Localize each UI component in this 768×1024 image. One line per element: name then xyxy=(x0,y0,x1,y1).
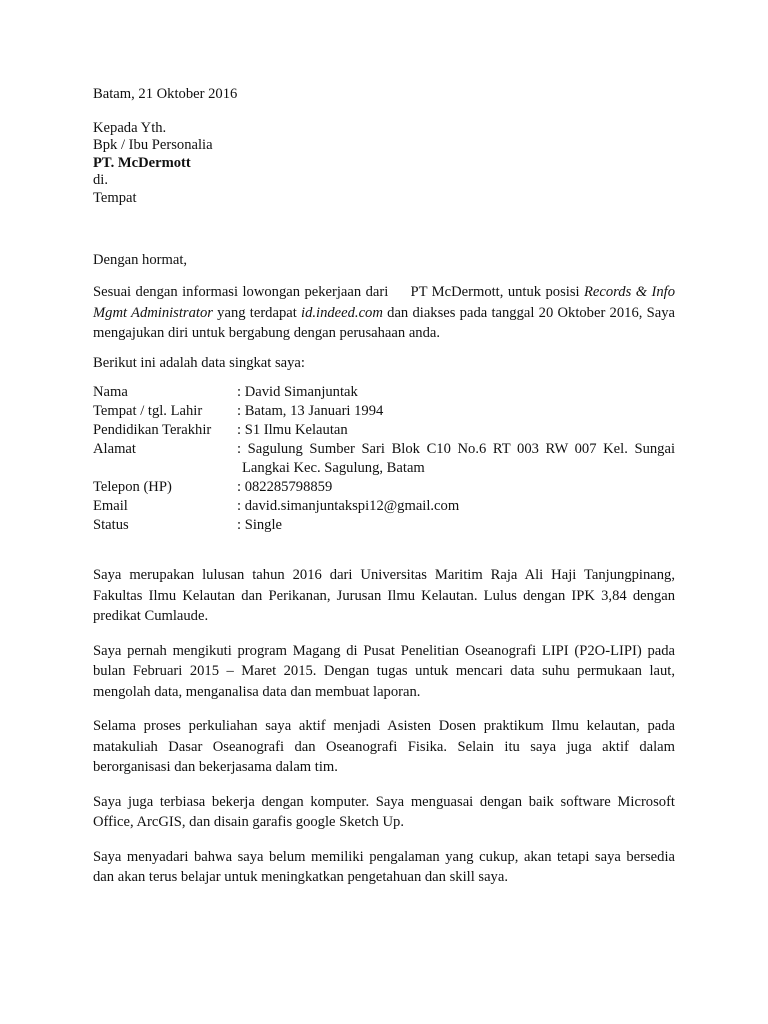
body-paragraph: Saya menyadari bahwa saya belum memiliki pengalaman yang cukup, akan tetapi saya bersedia dan akan terus belajar untuk meningkatkan pengetahuan dan skill saya. xyxy=(93,848,675,886)
body-paragraph: Saya juga terbiasa bekerja dengan komputer. Saya menguasai dengan baik software Microsoft Office, ArcGIS, dan disain garafis google Sketch Up. xyxy=(93,793,675,831)
data-label: Status xyxy=(93,517,129,534)
intro-text-1: Sesuai dengan informasi lowongan pekerjaan dari PT McDermott, untuk posisi xyxy=(93,284,584,301)
data-intro: Berikut ini adalah data singkat saya: xyxy=(93,354,305,371)
personal-data-row xyxy=(93,478,675,497)
data-value: : David Simanjuntak xyxy=(237,384,358,401)
intro-paragraph xyxy=(93,282,679,344)
recipient-department: Bpk / Ibu Personalia xyxy=(93,137,213,154)
data-label: Telepon (HP) xyxy=(93,479,172,496)
place-date: Batam, 21 Oktober 2016 xyxy=(93,86,238,102)
recipient-location: Tempat xyxy=(93,189,137,206)
body-paragraph: Saya pernah mengikuti program Magang di Pusat Penelitian Oseanografi LIPI (P2O-LIPI) pada bulan Februari 2015 – Maret 2015. Dengan tugas untuk mencari data suhu permukaan laut, mengolah data, menganalisa data dan membuat laporan. xyxy=(93,642,675,700)
data-value-address xyxy=(237,440,675,478)
letter-page xyxy=(93,86,679,888)
data-value: : S1 Ilmu Kelautan xyxy=(237,422,348,439)
data-value-continuation: Langkai Kec. Sagulung, Batam xyxy=(242,460,425,477)
intro-text-3: dan diakses pada tanggal 20 Oktober 2016, Saya mengajukan diri untuk bergabung dengan perusahaan anda. xyxy=(93,304,679,342)
data-label: Pendidikan Terakhir xyxy=(93,422,212,439)
data-value: : 082285798859 xyxy=(237,479,333,496)
recipient-location-prefix: di. xyxy=(93,172,108,189)
personal-data-table xyxy=(93,383,675,535)
data-label: Nama xyxy=(93,384,128,401)
intro-source: id.indeed.com xyxy=(301,304,383,321)
data-label: Email xyxy=(93,498,128,515)
personal-data-row xyxy=(93,402,675,421)
salutation: Dengan hormat, xyxy=(93,251,188,268)
personal-data-row xyxy=(93,383,675,402)
data-value: : Sagulung Sumber Sari Blok C10 No.6 RT 003 RW 007 Kel. Sungai xyxy=(237,441,675,458)
personal-data-row xyxy=(93,421,675,440)
recipient-greeting: Kepada Yth. xyxy=(93,119,167,136)
personal-data-row xyxy=(93,440,675,478)
intro-position: Records & Info Mgmt Administrator xyxy=(93,284,679,321)
personal-data-row xyxy=(93,516,675,535)
body-paragraph: Selama proses perkuliahan saya aktif menjadi Asisten Dosen praktikum Ilmu kelautan, pada matakuliah Dasar Oseanografi dan Oseanografi Fisika. Selain itu saya juga aktif dalam berorganisasi dan bekerjasama dalam tim. xyxy=(93,718,675,776)
data-value: : Batam, 13 Januari 1994 xyxy=(237,403,384,420)
personal-data-row xyxy=(93,497,675,516)
data-value: : david.simanjuntakspi12@gmail.com xyxy=(237,498,460,515)
intro-text-2: yang terdapat xyxy=(212,304,302,321)
data-label: Alamat xyxy=(93,441,136,458)
recipient-block xyxy=(93,120,675,208)
data-label: Tempat / tgl. Lahir xyxy=(93,403,203,420)
body-paragraph: Saya merupakan lulusan tahun 2016 dari Universitas Maritim Raja Ali Haji Tanjungpinang, Fakultas Ilmu Kelautan dan Perikanan, Jurusan Ilmu Kelautan. Lulus dengan IPK 3,84 dengan predikat Cumlaude. xyxy=(93,567,675,625)
data-value: : Single xyxy=(237,517,282,534)
recipient-company: PT. McDermott xyxy=(93,154,191,171)
